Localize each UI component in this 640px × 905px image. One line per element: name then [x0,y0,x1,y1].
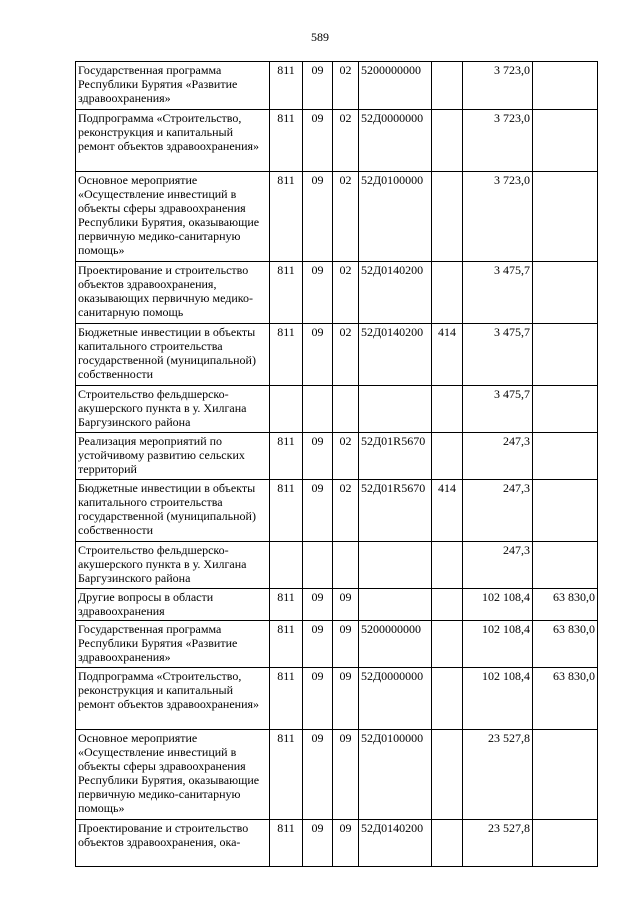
cell-admin-code: 811 [270,62,303,110]
cell-amount-1: 23 527,8 [463,820,533,867]
cell-target-article: 52Д0000000 [359,668,432,730]
cell-subsection: 09 [333,621,359,668]
cell-subsection: 09 [333,730,359,820]
cell-amount-2 [533,542,598,589]
table-row [76,386,598,433]
cell-amount-2 [533,820,598,867]
cell-subsection: 09 [333,589,359,621]
cell-expense-type [432,589,463,621]
cell-section: 09 [303,480,333,542]
cell-name: Строительство фельдшерско-акушерского пункта в у. Хилгана Баргузинского района [76,386,270,433]
cell-target-article: 52Д0100000 [359,730,432,820]
cell-target-article: 52Д0140200 [359,820,432,867]
cell-name: Государственная программа Республики Бурятия «Развитие здравоохранения» [76,621,270,668]
cell-name: Подпрограмма «Строительство, реконструкция и капитальный ремонт объектов здравоохранения» [76,110,270,172]
cell-subsection: 02 [333,262,359,324]
cell-expense-type [432,820,463,867]
cell-amount-1: 3 723,0 [463,110,533,172]
cell-expense-type [432,262,463,324]
cell-admin-code: 811 [270,110,303,172]
cell-name: Реализация мероприятий по устойчивому развитию сельских территорий [76,433,270,480]
cell-admin-code: 811 [270,589,303,621]
cell-expense-type: 414 [432,480,463,542]
page-number: 589 [311,30,329,44]
cell-name: Проектирование и строительство объектов здравоохранения, оказывающих первичную медико-санитарную помощь [76,262,270,324]
cell-amount-1: 102 108,4 [463,668,533,730]
cell-target-article: 5200000000 [359,621,432,668]
cell-expense-type [432,668,463,730]
cell-target-article: 52Д01R5670 [359,433,432,480]
cell-admin-code: 811 [270,172,303,262]
cell-subsection: 02 [333,110,359,172]
cell-name: Бюджетные инвестиции в объекты капитального строительства государственной (муниципальной) собственности [76,324,270,386]
cell-section: 09 [303,621,333,668]
cell-amount-2 [533,433,598,480]
cell-expense-type [432,110,463,172]
cell-admin-code: 811 [270,433,303,480]
table-row [76,589,598,621]
cell-target-article [359,386,432,433]
cell-amount-2 [533,262,598,324]
cell-admin-code: 811 [270,668,303,730]
cell-section: 09 [303,433,333,480]
cell-target-article [359,542,432,589]
cell-name: Подпрограмма «Строительство, реконструкция и капитальный ремонт объектов здравоохранения» [76,668,270,730]
cell-section: 09 [303,62,333,110]
cell-subsection: 09 [333,668,359,730]
cell-target-article: 52Д01R5670 [359,480,432,542]
table-row [76,621,598,668]
cell-name: Строительство фельдшерско-акушерского пункта в у. Хилгана Баргузинского района [76,542,270,589]
table-row [76,324,598,386]
cell-amount-2 [533,480,598,542]
cell-subsection: 02 [333,62,359,110]
cell-subsection: 02 [333,172,359,262]
cell-subsection: 02 [333,433,359,480]
cell-expense-type [432,730,463,820]
cell-name: Бюджетные инвестиции в объекты капитального строительства государственной (муниципальной) собственности [76,480,270,542]
cell-subsection: 02 [333,480,359,542]
cell-expense-type: 414 [432,324,463,386]
cell-expense-type [432,621,463,668]
cell-section: 09 [303,110,333,172]
cell-amount-1: 247,3 [463,542,533,589]
cell-amount-2 [533,386,598,433]
cell-name: Основное мероприятие «Осуществление инвестиций в объекты сферы здравоохранения Республики Бурятия, оказывающие первичную медико-санитарную помощь» [76,172,270,262]
table-row [76,433,598,480]
table-row [76,668,598,730]
cell-amount-2: 63 830,0 [533,621,598,668]
cell-expense-type [432,62,463,110]
cell-expense-type [432,172,463,262]
cell-amount-1: 247,3 [463,433,533,480]
cell-amount-1: 23 527,8 [463,730,533,820]
cell-admin-code: 811 [270,820,303,867]
cell-admin-code: 811 [270,324,303,386]
budget-table [75,61,598,867]
cell-expense-type [432,433,463,480]
cell-section: 09 [303,324,333,386]
cell-amount-1: 247,3 [463,480,533,542]
cell-amount-2 [533,172,598,262]
cell-admin-code: 811 [270,262,303,324]
cell-expense-type [432,542,463,589]
cell-expense-type [432,386,463,433]
cell-subsection [333,542,359,589]
cell-admin-code [270,542,303,589]
cell-name: Проектирование и строительство объектов здравоохранения, ока- [76,820,270,867]
cell-name: Государственная программа Республики Бурятия «Развитие здравоохранения» [76,62,270,110]
cell-section: 09 [303,668,333,730]
cell-target-article [359,589,432,621]
cell-admin-code [270,386,303,433]
cell-amount-1: 3 475,7 [463,324,533,386]
cell-section [303,386,333,433]
cell-admin-code: 811 [270,730,303,820]
cell-section: 09 [303,820,333,867]
cell-amount-1: 3 723,0 [463,62,533,110]
cell-subsection: 09 [333,820,359,867]
cell-admin-code: 811 [270,621,303,668]
cell-target-article: 52Д0140200 [359,262,432,324]
cell-section: 09 [303,730,333,820]
table-row [76,110,598,172]
cell-amount-1: 3 475,7 [463,386,533,433]
cell-amount-2 [533,324,598,386]
cell-admin-code: 811 [270,480,303,542]
table-row [76,730,598,820]
table-row [76,172,598,262]
cell-section: 09 [303,589,333,621]
cell-amount-1: 102 108,4 [463,589,533,621]
table-row [76,62,598,110]
cell-subsection: 02 [333,324,359,386]
cell-amount-2 [533,730,598,820]
cell-section: 09 [303,262,333,324]
cell-amount-2: 63 830,0 [533,668,598,730]
table-row [76,480,598,542]
table-row [76,542,598,589]
cell-target-article: 5200000000 [359,62,432,110]
cell-amount-2 [533,62,598,110]
cell-target-article: 52Д0140200 [359,324,432,386]
cell-target-article: 52Д0100000 [359,172,432,262]
cell-amount-1: 3 475,7 [463,262,533,324]
cell-section: 09 [303,172,333,262]
table-row [76,262,598,324]
cell-subsection [333,386,359,433]
cell-amount-1: 3 723,0 [463,172,533,262]
cell-amount-2: 63 830,0 [533,589,598,621]
cell-amount-1: 102 108,4 [463,621,533,668]
cell-name: Другие вопросы в области здравоохранения [76,589,270,621]
cell-section [303,542,333,589]
cell-name: Основное мероприятие «Осуществление инвестиций в объекты сферы здравоохранения Республики Бурятия, оказывающие первичную медико-санитарную помощь» [76,730,270,820]
cell-amount-2 [533,110,598,172]
cell-target-article: 52Д0000000 [359,110,432,172]
table-row [76,820,598,867]
